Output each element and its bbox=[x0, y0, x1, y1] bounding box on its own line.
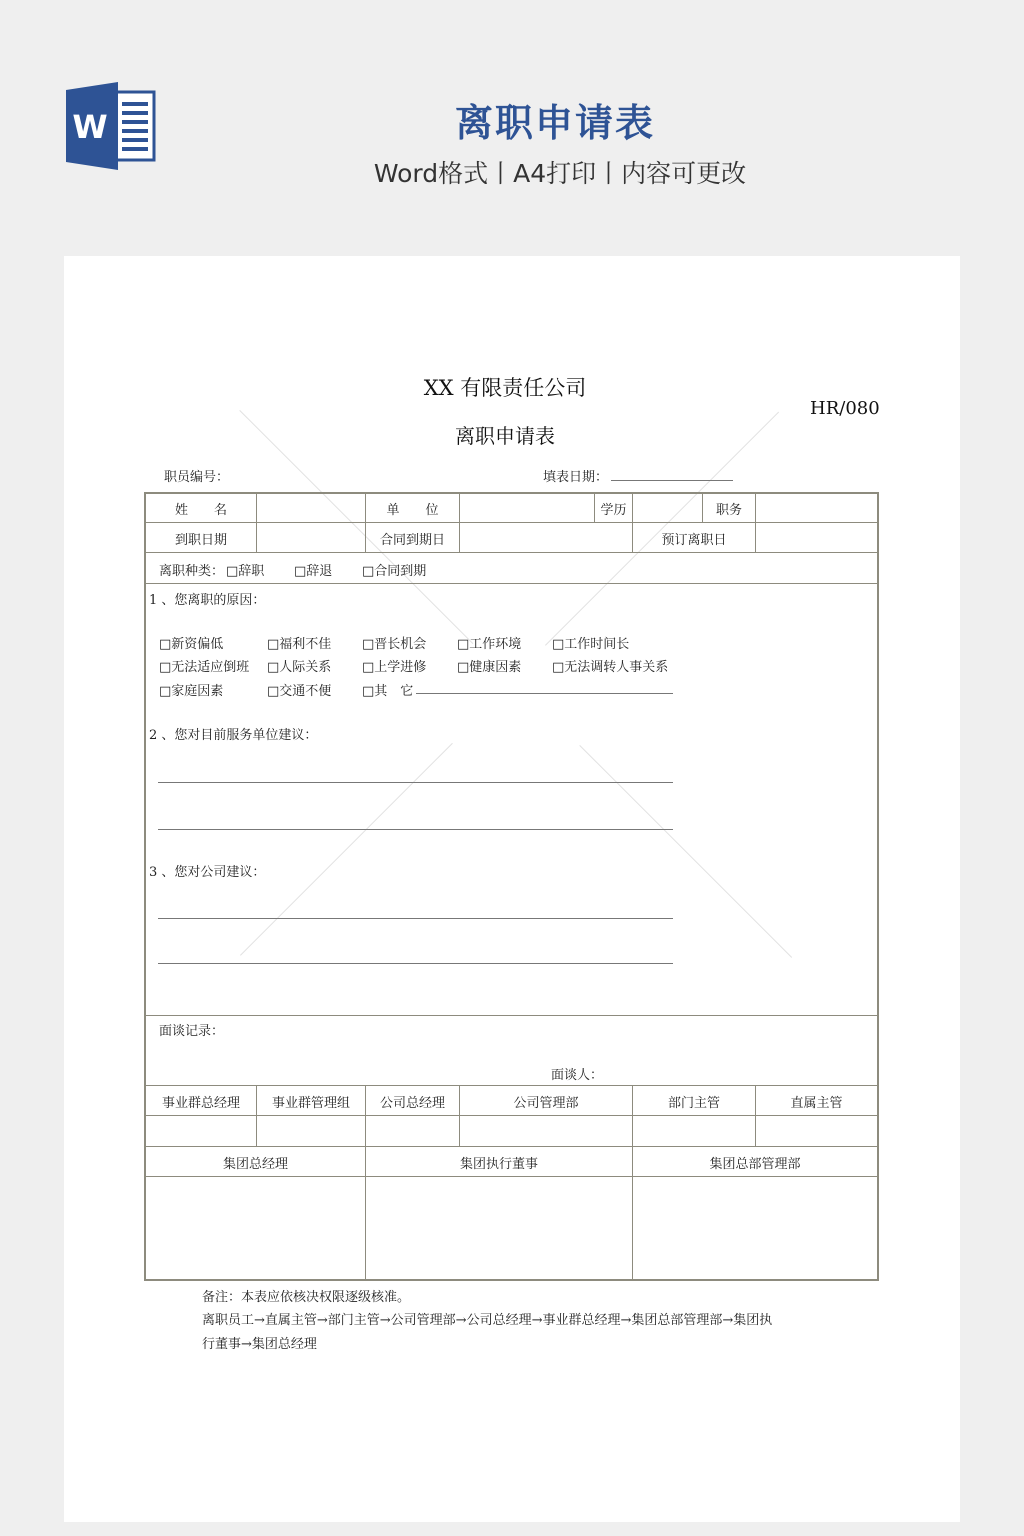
approver-header: 公司管理部 bbox=[513, 1096, 579, 1111]
company-name: XX 有限责任公司 bbox=[423, 376, 587, 400]
reason-checkbox[interactable]: □家庭因素 bbox=[159, 684, 224, 699]
leave-type-dismissed-checkbox[interactable]: □辞退 bbox=[294, 564, 333, 579]
reason-checkbox[interactable]: □交通不便 bbox=[267, 684, 332, 699]
group-approver-signature-field[interactable] bbox=[146, 1177, 365, 1279]
reason-checkbox[interactable]: □福利不佳 bbox=[267, 637, 332, 652]
group-approver-header: 集团总经理 bbox=[222, 1157, 288, 1172]
document-title: 离职申请表 bbox=[455, 424, 555, 448]
reason-checkbox[interactable]: □工作环境 bbox=[457, 637, 522, 652]
table-border bbox=[877, 492, 879, 1281]
group-approver-signature-field[interactable] bbox=[366, 1177, 632, 1279]
reason-checkbox[interactable]: □晋长机会 bbox=[362, 637, 427, 652]
unit-field[interactable] bbox=[460, 494, 594, 522]
position-label: 职务 bbox=[715, 503, 742, 518]
reason-other-checkbox[interactable]: □其 它 bbox=[362, 684, 414, 699]
q3-answer-line[interactable] bbox=[158, 963, 673, 964]
join-date-label: 到职日期 bbox=[174, 533, 227, 548]
approver-signature-field[interactable] bbox=[146, 1116, 256, 1146]
svg-text:W: W bbox=[72, 108, 108, 146]
reason-checkbox[interactable]: □上学进修 bbox=[362, 660, 427, 675]
table-border bbox=[144, 1279, 879, 1281]
reason-checkbox[interactable]: □人际关系 bbox=[267, 660, 332, 675]
approver-signature-field[interactable] bbox=[257, 1116, 365, 1146]
approver-signature-field[interactable] bbox=[460, 1116, 632, 1146]
reason-checkbox[interactable]: □工作时间长 bbox=[552, 637, 630, 652]
join-date-field[interactable] bbox=[257, 523, 365, 552]
position-field[interactable] bbox=[756, 494, 877, 522]
table-border bbox=[144, 1015, 879, 1016]
contract-end-label: 合同到期日 bbox=[379, 533, 445, 548]
notes-line: 离职员工→直属主管→部门主管→公司管理部→公司总经理→事业群总经理→集团总部管理部→集团执 bbox=[202, 1313, 773, 1328]
word-document-icon bbox=[66, 82, 156, 170]
table-border bbox=[144, 1146, 879, 1147]
reason-other-field[interactable] bbox=[416, 693, 673, 694]
group-approver-signature-field[interactable] bbox=[633, 1177, 877, 1279]
name-field[interactable] bbox=[257, 494, 365, 522]
planned-leave-field[interactable] bbox=[756, 523, 877, 552]
approver-signature-field[interactable] bbox=[633, 1116, 755, 1146]
q1-label: 1 、您离职的原因： bbox=[149, 593, 266, 608]
table-border bbox=[144, 1085, 879, 1086]
group-approver-header: 集团总部管理部 bbox=[709, 1157, 801, 1172]
approver-signature-field[interactable] bbox=[756, 1116, 877, 1146]
name-label: 姓 名 bbox=[174, 503, 227, 518]
education-field[interactable] bbox=[633, 494, 702, 522]
q3-answer-line[interactable] bbox=[158, 918, 673, 919]
approver-header: 事业群管理组 bbox=[271, 1096, 350, 1111]
group-approver-header: 集团执行董事 bbox=[459, 1157, 538, 1172]
q2-answer-line[interactable] bbox=[158, 829, 673, 830]
notes-line: 行董事→集团总经理 bbox=[202, 1337, 317, 1352]
contract-end-field[interactable] bbox=[460, 523, 632, 552]
approver-signature-field[interactable] bbox=[366, 1116, 459, 1146]
form-code: HR/080 bbox=[810, 398, 880, 419]
fill-date-field[interactable] bbox=[611, 480, 733, 481]
leave-type-label: 离职种类： bbox=[159, 564, 225, 579]
table-border bbox=[144, 583, 879, 584]
reason-checkbox[interactable]: □无法适应倒班 bbox=[159, 660, 250, 675]
education-label: 学历 bbox=[600, 503, 627, 518]
q2-answer-line[interactable] bbox=[158, 782, 673, 783]
leave-type-contract-end-checkbox[interactable]: □合同到期 bbox=[362, 564, 427, 579]
approver-header: 直属主管 bbox=[790, 1096, 843, 1111]
q2-label: 2 、您对目前服务单位建议： bbox=[149, 728, 318, 743]
reason-checkbox[interactable]: □无法调转人事关系 bbox=[552, 660, 669, 675]
q3-label: 3 、您对公司建议： bbox=[149, 865, 266, 880]
leave-type-resign-checkbox[interactable]: □辞职 bbox=[226, 564, 265, 579]
approver-header: 部门主管 bbox=[667, 1096, 720, 1111]
approver-header: 事业群总经理 bbox=[161, 1096, 240, 1111]
fill-date-label: 填表日期： bbox=[543, 470, 609, 485]
employee-no-label: 职员编号： bbox=[164, 470, 230, 485]
table-border bbox=[144, 552, 879, 553]
reason-checkbox[interactable]: □新资偏低 bbox=[159, 637, 224, 652]
planned-leave-label: 预订离职日 bbox=[661, 533, 727, 548]
banner-title: 离职申请表 bbox=[454, 101, 655, 145]
approver-header: 公司总经理 bbox=[379, 1096, 445, 1111]
unit-label: 单 位 bbox=[386, 503, 439, 518]
notes-line: 备注：本表应依核决权限逐级核准。 bbox=[202, 1290, 411, 1305]
banner-subtitle: Word格式丨A4打印丨内容可更改 bbox=[373, 159, 747, 188]
reason-checkbox[interactable]: □健康因素 bbox=[457, 660, 522, 675]
interviewer-label: 面谈人： bbox=[551, 1068, 604, 1083]
interview-record-label: 面谈记录： bbox=[159, 1024, 225, 1039]
